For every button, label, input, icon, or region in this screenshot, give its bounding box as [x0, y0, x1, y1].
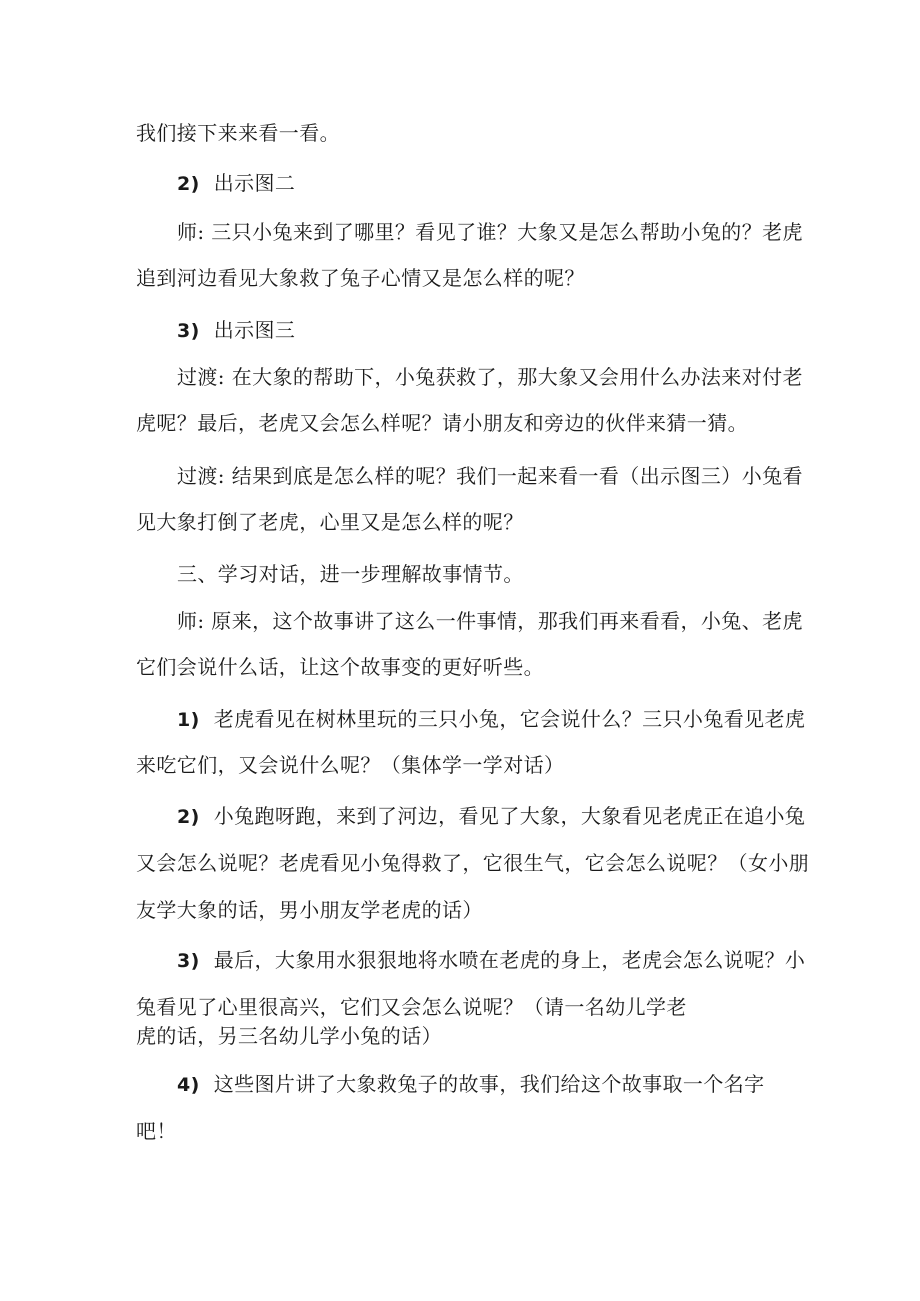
question-number: 3) [177, 950, 200, 972]
teacher-explanation-line-2: 它们会说什么话，让这个故事变的更好听些。 [136, 655, 544, 679]
question-2-line-3: 友学大象的话，男小朋友学老虎的话） [136, 898, 483, 922]
step-text: 出示图三 [213, 318, 296, 342]
teacher-question-line-1: 师: 三只小兔来到了哪里？看见了谁？大象又是怎么帮助小兔的？老虎 [177, 220, 803, 244]
question-4-line-2: 吧！ [136, 1119, 177, 1143]
transition-1-line-2: 虎呢？最后，老虎又会怎么样呢？请小朋友和旁边的伙伴来猜一猜。 [136, 411, 748, 435]
teacher-question-line-2: 追到河边看见大象救了兔子心情又是怎么样的呢？ [136, 266, 585, 290]
question-text: 这些图片讲了大象救兔子的故事，我们给这个故事取一个名字 [213, 1072, 765, 1096]
question-number: 4) [177, 1074, 200, 1096]
question-2-line-2: 又会怎么说呢？老虎看见小兔得救了，它很生气，它会怎么说呢？（女小朋 [136, 851, 810, 875]
question-2-line-1 [177, 803, 805, 830]
step-number: 2) [177, 173, 200, 195]
paragraph-intro: 我们接下来来看一看。 [136, 121, 340, 145]
step-text: 出示图二 [213, 171, 296, 195]
step-number: 3) [177, 320, 200, 342]
question-text: 最后，大象用水狠狠地将水喷在老虎的身上，老虎会怎么说呢？小 [213, 948, 806, 972]
question-1-line-1 [177, 706, 805, 733]
step-show-picture-2 [177, 170, 295, 197]
question-text: 小兔跑呀跑，来到了河边，看见了大象，大象看见老虎正在追小兔 [213, 804, 806, 828]
question-text: 老虎看见在树林里玩的三只小兔，它会说什么？三只小兔看见老虎 [213, 707, 806, 731]
question-3-line-1 [177, 947, 805, 974]
transition-1-line-1: 过渡: 在大象的帮助下，小兔获救了，那大象又会用什么办法来对付老 [177, 365, 803, 389]
step-show-picture-3 [177, 317, 295, 344]
transition-2-line-1: 过渡: 结果到底是怎么样的呢？我们一起来看一看（出示图三）小兔看 [177, 464, 803, 488]
question-number: 1) [177, 709, 200, 731]
teacher-explanation-line-1: 师: 原来，这个故事讲了这么一件事情，那我们再来看看，小兔、老虎 [177, 609, 803, 633]
section-heading-3: 三、学习对话，进一步理解故事情节。 [177, 562, 524, 586]
question-number: 2) [177, 806, 200, 828]
question-3-line-2: 兔看见了心里很高兴，它们又会怎么说呢？（请一名幼儿学老 [136, 995, 687, 1019]
question-3-line-3: 虎的话，另三名幼儿学小兔的话） [136, 1024, 442, 1048]
question-4-line-1 [177, 1071, 765, 1098]
transition-2-line-2: 见大象打倒了老虎，心里又是怎么样的呢？ [136, 510, 524, 534]
question-1-line-2: 来吃它们，又会说什么呢？（集体学一学对话） [136, 753, 565, 777]
